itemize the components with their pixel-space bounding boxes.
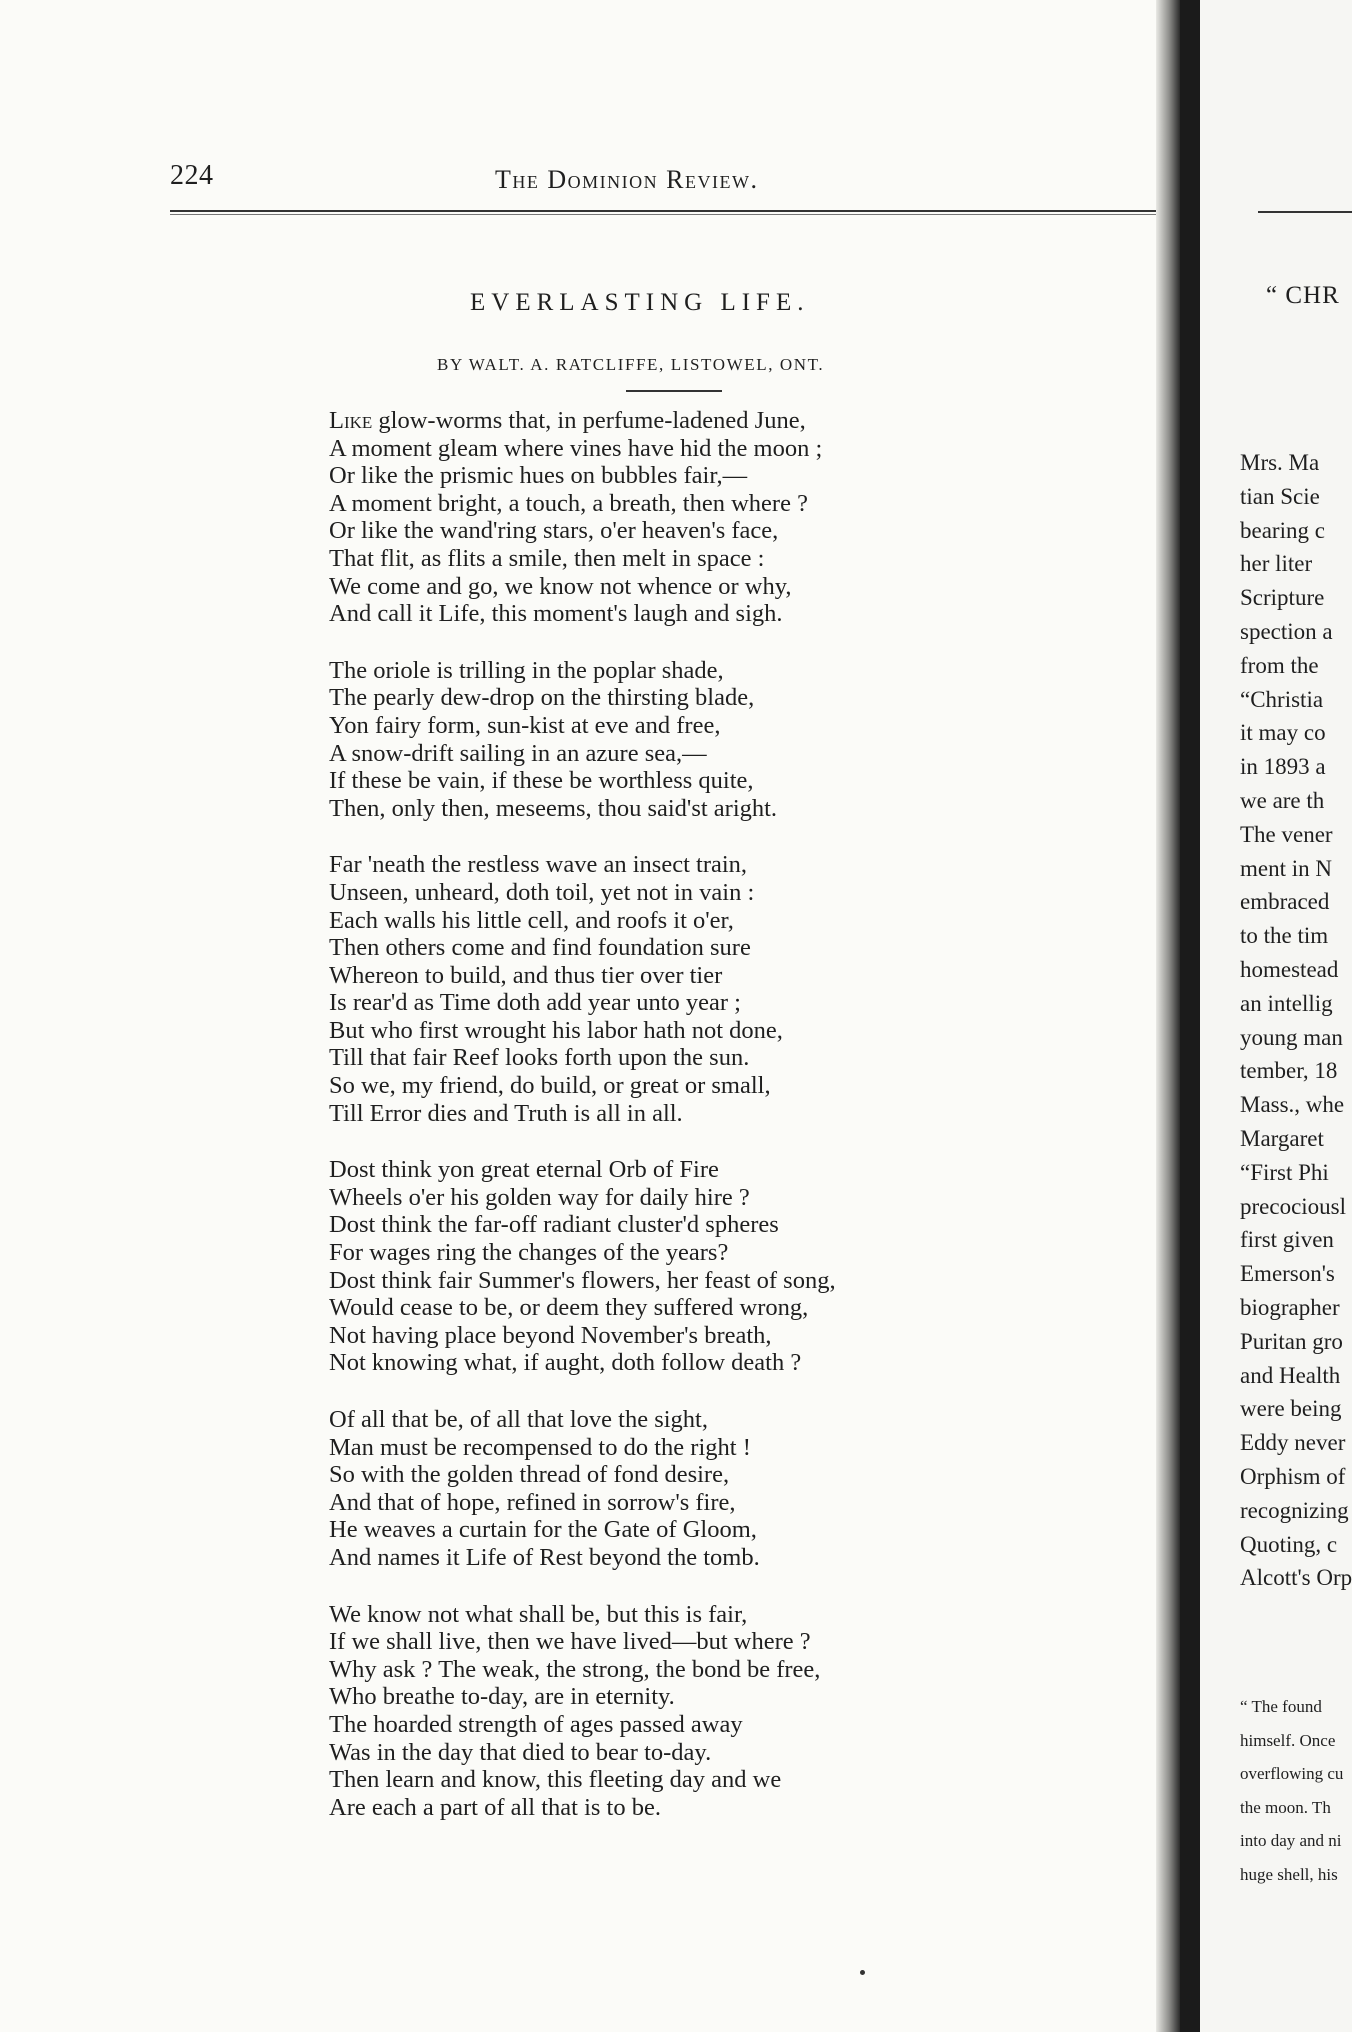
poem-line: And names it Life of Rest beyond the tomb.: [329, 1543, 760, 1571]
drop-word: Like: [329, 407, 373, 434]
facing-page: [1200, 0, 1352, 2032]
poem-line: Who breathe to-day, are in eternity.: [329, 1683, 675, 1711]
facing-line: were being: [1240, 1396, 1342, 1422]
facing-line: biographer: [1240, 1294, 1340, 1320]
poem-line: Man must be recompensed to do the right !: [329, 1433, 751, 1461]
poem-line: Or like the prismic hues on bubbles fair,—: [329, 462, 748, 490]
stanza-2: [329, 657, 1029, 823]
poem-line: That flit, as flits a smile, then melt in space :: [329, 544, 765, 572]
stanza-1: [329, 407, 1029, 628]
poem-line: Whereon to build, and thus tier over tier: [329, 961, 723, 989]
footnote-line: overflowing cu: [1240, 1764, 1344, 1783]
poem-line: And call it Life, this moment's laugh and sigh.: [329, 600, 783, 628]
poem-line: But who first wrought his labor hath not done,: [329, 1016, 783, 1044]
footnote-line: “ The found: [1240, 1697, 1322, 1716]
stanza-5: [329, 1406, 1029, 1572]
facing-line: spection a: [1240, 618, 1333, 644]
footnote-line: huge shell, his: [1240, 1864, 1338, 1884]
poem-line: Not having place beyond November's breath,: [329, 1321, 772, 1349]
poem-line: The hoarded strength of ages passed away: [329, 1710, 743, 1738]
poem-line: For wages ring the changes of the years?: [329, 1239, 729, 1267]
poem-line: And that of hope, refined in sorrow's fire,: [329, 1488, 736, 1516]
poem-byline: BY WALT. A. RATCLIFFE, LISTOWEL, ONT.: [437, 355, 825, 374]
facing-line: Mrs. Ma: [1240, 450, 1320, 475]
poem-line: If we shall live, then we have lived—but where ?: [329, 1628, 811, 1656]
poem-body: [329, 407, 1029, 1850]
poem-line: A snow-drift sailing in an azure sea,—: [329, 739, 707, 767]
page-speck: [860, 1970, 865, 1975]
poem-line: Wheels o'er his golden way for daily hire ?: [329, 1183, 750, 1211]
poem-line: Or like the wand'ring stars, o'er heaven's face,: [329, 517, 779, 545]
facing-line: her liter: [1240, 551, 1313, 577]
facing-line: and Health: [1240, 1362, 1341, 1388]
poem-line: He weaves a curtain for the Gate of Gloom,: [329, 1516, 757, 1544]
footnote-line: into day and ni: [1240, 1831, 1342, 1850]
stanza-6: [329, 1601, 1029, 1822]
facing-line: tember, 18: [1240, 1058, 1338, 1084]
facing-line: Alcott's Orp: [1240, 1565, 1352, 1591]
poem-line: So with the golden thread of fond desire,: [329, 1461, 730, 1489]
poem-line: Then learn and know, this fleeting day and we: [329, 1766, 782, 1794]
poem-line: We know not what shall be, but this is fair,: [329, 1600, 748, 1628]
facing-line: Eddy never: [1240, 1430, 1346, 1456]
footnote-line: himself. Once: [1240, 1730, 1336, 1750]
facing-line: ment in N: [1240, 855, 1332, 881]
facing-footnote: [1240, 1690, 1343, 1891]
byline-rule: [626, 390, 722, 392]
facing-line: we are th: [1240, 787, 1325, 813]
poem-line: The oriole is trilling in the poplar shade,: [329, 656, 724, 684]
facing-line: “Christia: [1240, 686, 1324, 712]
facing-line: it may co: [1240, 720, 1326, 746]
facing-header-rule: [1258, 211, 1352, 213]
poem-line: Yon fairy form, sun-kist at eve and free,: [329, 711, 721, 739]
facing-line: embraced: [1240, 889, 1330, 915]
facing-line: Puritan gro: [1240, 1328, 1343, 1354]
facing-heading: “ CHR: [1266, 282, 1340, 309]
facing-line: to the tim: [1240, 923, 1329, 949]
poem-line-text: glow-worms that, in perfume-ladened June,: [372, 407, 806, 434]
facing-line: Quoting, c: [1240, 1531, 1338, 1557]
poem-line: Till Error dies and Truth is all in all.: [329, 1099, 683, 1127]
poem-line: Then others come and find foundation sure: [329, 934, 751, 962]
facing-line: an intellig: [1240, 990, 1333, 1016]
facing-line: recognizing: [1240, 1497, 1349, 1523]
facing-line: Scripture: [1240, 585, 1325, 611]
facing-line: tian Scie: [1240, 483, 1320, 509]
poem-line: Of all that be, of all that love the sight,: [329, 1406, 708, 1433]
poem-line: A moment gleam where vines have hid the moon ;: [329, 434, 823, 462]
fold-shadow: [1156, 0, 1180, 2032]
poem-line: Till that fair Reef looks forth upon the sun.: [329, 1044, 750, 1072]
footnote-line: the moon. Th: [1240, 1797, 1331, 1817]
poem-line: Dost think fair Summer's flowers, her feast of song,: [329, 1266, 836, 1294]
poem-line: Not knowing what, if aught, doth follow death ?: [329, 1349, 802, 1377]
facing-line: bearing c: [1240, 517, 1325, 543]
facing-line: homestead: [1240, 956, 1339, 982]
poem-line: Are each a part of all that is to be.: [329, 1793, 661, 1821]
stanza-3: [329, 851, 1029, 1127]
facing-line: from the: [1240, 652, 1319, 678]
poem-line: Dost think yon great eternal Orb of Fire: [329, 1156, 719, 1184]
poem-line: Why ask ? The weak, the strong, the bond be free,: [329, 1655, 821, 1683]
poem-line: Dost think the far-off radiant cluster'd spheres: [329, 1211, 779, 1239]
facing-line: Emerson's: [1240, 1261, 1335, 1287]
poem-line: Far 'neath the restless wave an insect train,: [329, 851, 748, 879]
facing-line: The vener: [1240, 821, 1333, 847]
poem-line: [329, 407, 1029, 435]
poem-line: We come and go, we know not whence or why,: [329, 572, 792, 600]
poem-line: Was in the day that died to bear to-day.: [329, 1738, 712, 1766]
stanza-4: [329, 1156, 1029, 1377]
poem-line: Each walls his little cell, and roofs it o'er,: [329, 906, 734, 934]
facing-line: Orphism of: [1240, 1463, 1346, 1489]
facing-text: [1240, 446, 1352, 1595]
header-rule-thin: [170, 214, 1160, 215]
poem-title: EVERLASTING LIFE.: [470, 289, 810, 316]
poem-line: The pearly dew-drop on the thirsting blade,: [329, 684, 755, 712]
poem-line: Would cease to be, or deem they suffered wrong,: [329, 1294, 809, 1322]
page-number: 224: [170, 160, 214, 191]
poem-line: So we, my friend, do build, or great or small,: [329, 1072, 771, 1100]
facing-line: in 1893 a: [1240, 754, 1326, 780]
facing-line: first given: [1240, 1227, 1334, 1253]
facing-line: “First Phi: [1240, 1159, 1329, 1185]
facing-line: Margaret: [1240, 1125, 1324, 1151]
facing-line: Mass., whe: [1240, 1092, 1345, 1118]
header-rule: [170, 210, 1160, 212]
facing-line: young man: [1240, 1024, 1343, 1050]
facing-line: precociousl: [1240, 1193, 1347, 1219]
poem-line: A moment bright, a touch, a breath, then where ?: [329, 489, 808, 517]
poem-line: Is rear'd as Time doth add year unto year ;: [329, 989, 741, 1017]
poem-line: Then, only then, meseems, thou said'st aright.: [329, 794, 778, 822]
poem-line: Unseen, unheard, doth toil, yet not in vain :: [329, 878, 755, 906]
running-head: The Dominion Review.: [495, 165, 759, 194]
poem-line: If these be vain, if these be worthless quite,: [329, 767, 754, 795]
